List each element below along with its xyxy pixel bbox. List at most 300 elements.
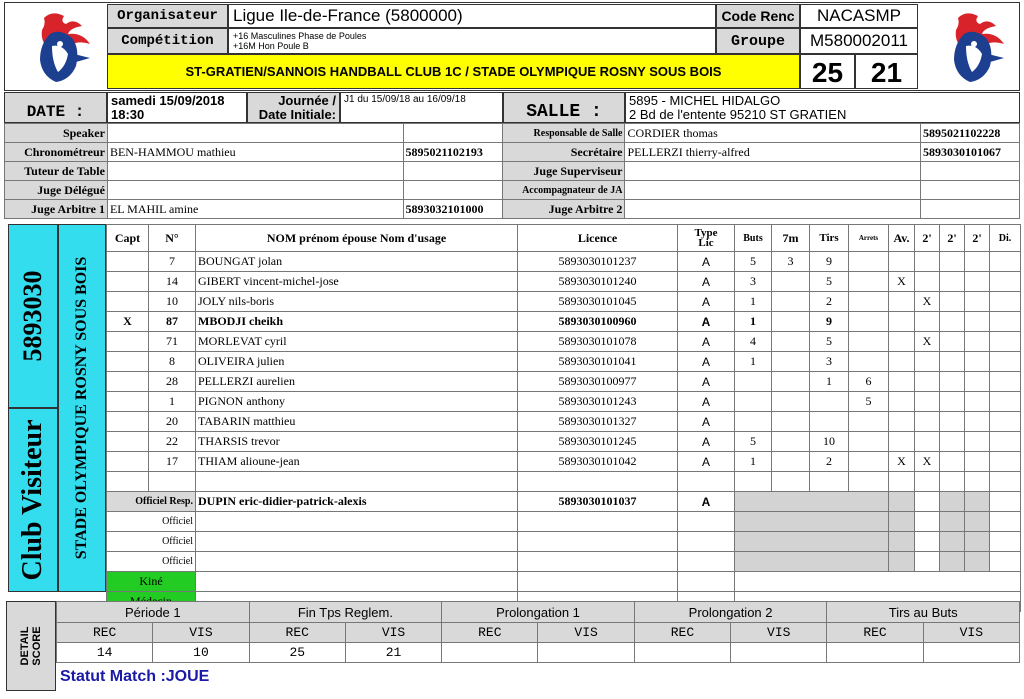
club-code: 5893030 <box>18 270 47 362</box>
organisateur-value: Ligue Ile-de-France (5800000) <box>228 4 716 28</box>
chrono-label: Chronométreur <box>5 143 108 162</box>
officiel-resp-name: DUPIN eric-didier-patrick-alexis <box>196 492 518 512</box>
competition-line2: +16M Hon Poule B <box>233 41 309 51</box>
score-period-row <box>57 602 1020 623</box>
col-capt: Capt <box>107 225 149 252</box>
7m-cell <box>772 332 810 352</box>
buts-cell <box>735 392 772 412</box>
capt-cell <box>107 332 149 352</box>
salle-label: SALLE : <box>503 92 625 123</box>
competition-line1: +16 Masculines Phase de Poules <box>233 31 367 41</box>
juge-superviseur-label: Juge Superviseur <box>503 162 625 181</box>
7m-cell <box>772 292 810 312</box>
buts-cell: 4 <box>735 332 772 352</box>
2min-c-cell <box>965 392 990 412</box>
2min-c-cell <box>965 312 990 332</box>
arrets-cell <box>849 252 889 272</box>
licence-cell: 5893030100960 <box>518 312 678 332</box>
officials-row <box>5 143 1020 162</box>
2min-a-cell <box>915 392 940 412</box>
licence-cell: 5893030101240 <box>518 272 678 292</box>
col-type <box>678 225 735 252</box>
di-cell <box>990 312 1021 332</box>
capt-cell <box>107 392 149 412</box>
di-cell <box>990 412 1021 432</box>
2min-a-cell <box>915 312 940 332</box>
player-row <box>107 292 1021 312</box>
officiel-resp-lic: 5893030101037 <box>518 492 678 512</box>
player-row <box>107 472 1021 492</box>
tirs-cell <box>810 412 849 432</box>
number-cell: 1 <box>149 392 196 412</box>
tirs-cell: 1 <box>810 372 849 392</box>
score-period-label: Prolongation 2 <box>634 602 827 623</box>
score-value <box>731 643 827 663</box>
juge1-lic: 5893032101000 <box>403 200 503 219</box>
name-cell: GIBERT vincent-michel-jose <box>196 272 518 292</box>
buts-cell <box>735 472 772 492</box>
arrets-cell <box>849 432 889 452</box>
number-cell: 71 <box>149 332 196 352</box>
capt-cell <box>107 452 149 472</box>
number-cell: 87 <box>149 312 196 332</box>
buts-cell: 1 <box>735 452 772 472</box>
juge-delegue-label: Juge Délégué <box>5 181 108 200</box>
resp-salle-lic: 5895021102228 <box>921 124 1020 143</box>
club-code-box <box>8 224 58 408</box>
2min-b-cell <box>940 432 965 452</box>
score-side-vis: VIS <box>923 623 1019 643</box>
2min-a-cell <box>915 272 940 292</box>
juge2-label: Juge Arbitre 2 <box>503 200 625 219</box>
officiel-label: Officiel <box>107 552 196 572</box>
journee-label <box>247 92 340 123</box>
di-cell <box>990 292 1021 312</box>
av-cell <box>889 472 915 492</box>
staff-row <box>107 572 1021 592</box>
tirs-cell: 9 <box>810 312 849 332</box>
licence-cell: 5893030101045 <box>518 292 678 312</box>
capt-cell <box>107 472 149 492</box>
col-type-line2: Lic <box>698 237 714 249</box>
club-label: Club Visiteur <box>17 419 48 581</box>
tuteur-label: Tuteur de Table <box>5 162 108 181</box>
capt-cell <box>107 252 149 272</box>
score-away: 21 <box>855 54 918 89</box>
match-title: ST-GRATIEN/SANNOIS HANDBALL CLUB 1C / STADE OLYMPIQUE ROSNY SOUS BOIS <box>107 54 800 89</box>
players-header-row <box>107 225 1021 252</box>
score-side-vis: VIS <box>153 623 249 643</box>
buts-cell: 5 <box>735 432 772 452</box>
officiel-label: Officiel <box>107 532 196 552</box>
number-cell: 17 <box>149 452 196 472</box>
score-side-row <box>57 623 1020 643</box>
medecin-label: Médecin <box>107 592 196 612</box>
2min-c-cell <box>965 412 990 432</box>
staff-row <box>107 512 1021 532</box>
type-cell: A <box>678 432 735 452</box>
staff-body <box>107 492 1021 612</box>
score-value: 21 <box>345 643 441 663</box>
player-row <box>107 312 1021 332</box>
2min-c-cell <box>965 372 990 392</box>
buts-cell: 1 <box>735 292 772 312</box>
salle-value <box>625 92 1020 123</box>
detail-score-label-box <box>6 601 56 691</box>
type-cell <box>678 472 735 492</box>
2min-b-cell <box>940 392 965 412</box>
officiel-resp-type: A <box>678 492 735 512</box>
date-value <box>107 92 247 123</box>
col-tirs: Tirs <box>810 225 849 252</box>
arrets-cell <box>849 332 889 352</box>
type-cell: A <box>678 252 735 272</box>
2min-b-cell <box>940 292 965 312</box>
speaker-label: Speaker <box>5 124 108 143</box>
col-num: N° <box>149 225 196 252</box>
2min-a-cell: X <box>915 452 940 472</box>
7m-cell <box>772 452 810 472</box>
capt-cell <box>107 352 149 372</box>
score-value <box>442 643 538 663</box>
officials-table <box>4 123 1020 219</box>
name-cell: PIGNON anthony <box>196 392 518 412</box>
name-cell: PELLERZI aurelien <box>196 372 518 392</box>
score-period-label: Période 1 <box>57 602 250 623</box>
score-value: 25 <box>249 643 345 663</box>
2min-a-cell: X <box>915 332 940 352</box>
arrets-cell <box>849 312 889 332</box>
av-cell: X <box>889 272 915 292</box>
di-cell <box>990 352 1021 372</box>
score-side-rec: REC <box>249 623 345 643</box>
competition-value <box>228 28 716 54</box>
journee-value: J1 du 15/09/18 au 16/09/18 <box>340 92 503 123</box>
name-cell: THARSIS trevor <box>196 432 518 452</box>
col-licence: Licence <box>518 225 678 252</box>
7m-cell: 3 <box>772 252 810 272</box>
2min-b-cell <box>940 412 965 432</box>
detail-score-label <box>19 626 43 665</box>
officials-row <box>5 124 1020 143</box>
di-cell <box>990 332 1021 352</box>
juge1-label: Juge Arbitre 1 <box>5 200 108 219</box>
score-side-vis: VIS <box>538 623 634 643</box>
secretaire-name: PELLERZI thierry-alfred <box>625 143 921 162</box>
licence-cell: 5893030101078 <box>518 332 678 352</box>
score-value: 10 <box>153 643 249 663</box>
7m-cell <box>772 352 810 372</box>
officials-row <box>5 200 1020 219</box>
col-nom: NOM prénom épouse Nom d'usage <box>196 225 518 252</box>
name-cell: MORLEVAT cyril <box>196 332 518 352</box>
type-cell: A <box>678 412 735 432</box>
av-cell <box>889 252 915 272</box>
av-cell <box>889 432 915 452</box>
journee-label-line2: Date Initiale: <box>258 107 336 122</box>
type-cell: A <box>678 332 735 352</box>
score-value: 14 <box>57 643 153 663</box>
av-cell <box>889 412 915 432</box>
tirs-cell: 10 <box>810 432 849 452</box>
number-cell: 14 <box>149 272 196 292</box>
col-type-line1: Type <box>694 227 718 239</box>
score-period-label: Fin Tps Reglem. <box>249 602 442 623</box>
arrets-cell: 5 <box>849 392 889 412</box>
2min-b-cell <box>940 352 965 372</box>
detail-score-line1: DETAIL <box>19 626 31 666</box>
2min-a-cell: X <box>915 292 940 312</box>
licence-cell: 5893030101243 <box>518 392 678 412</box>
score-value <box>538 643 634 663</box>
name-cell: MBODJI cheikh <box>196 312 518 332</box>
arrets-cell: 6 <box>849 372 889 392</box>
7m-cell <box>772 392 810 412</box>
club-name: STADE OLYMPIQUE ROSNY SOUS BOIS <box>73 256 90 560</box>
col-buts: Buts <box>735 225 772 252</box>
col-arrets: Arrets <box>849 225 889 252</box>
di-cell <box>990 272 1021 292</box>
salle-line1: 5895 - MICHEL HIDALGO <box>629 93 781 108</box>
2min-b-cell <box>940 332 965 352</box>
score-period-label: Tirs au Buts <box>827 602 1020 623</box>
di-cell <box>990 432 1021 452</box>
player-row <box>107 332 1021 352</box>
officials-row <box>5 162 1020 181</box>
type-cell: A <box>678 352 735 372</box>
2min-a-cell <box>915 412 940 432</box>
tirs-cell: 5 <box>810 332 849 352</box>
2min-b-cell <box>940 252 965 272</box>
speaker-name <box>107 124 403 143</box>
number-cell: 8 <box>149 352 196 372</box>
score-side-vis: VIS <box>731 623 827 643</box>
staff-row <box>107 532 1021 552</box>
2min-c-cell <box>965 252 990 272</box>
score-period-label: Prolongation 1 <box>442 602 635 623</box>
2min-c-cell <box>965 352 990 372</box>
licence-cell: 5893030101042 <box>518 452 678 472</box>
2min-c-cell <box>965 432 990 452</box>
licence-cell: 5893030101237 <box>518 252 678 272</box>
score-table <box>56 601 1020 663</box>
2min-b-cell <box>940 452 965 472</box>
tirs-cell <box>810 472 849 492</box>
7m-cell <box>772 432 810 452</box>
player-row <box>107 432 1021 452</box>
di-cell <box>990 472 1021 492</box>
av-cell <box>889 372 915 392</box>
2min-a-cell <box>915 352 940 372</box>
licence-cell: 5893030101327 <box>518 412 678 432</box>
7m-cell <box>772 472 810 492</box>
7m-cell <box>772 372 810 392</box>
detail-score-line2: SCORE <box>31 626 43 666</box>
groupe-value: M580002011 <box>800 28 918 54</box>
2min-a-cell <box>915 252 940 272</box>
capt-cell <box>107 292 149 312</box>
name-cell: TABARIN matthieu <box>196 412 518 432</box>
score-side-vis: VIS <box>345 623 441 643</box>
di-cell <box>990 252 1021 272</box>
capt-cell <box>107 412 149 432</box>
2min-b-cell <box>940 272 965 292</box>
officiel-label: Officiel <box>107 512 196 532</box>
kine-label: Kiné <box>107 572 196 592</box>
av-cell: X <box>889 452 915 472</box>
av-cell <box>889 332 915 352</box>
number-cell: 7 <box>149 252 196 272</box>
buts-cell <box>735 412 772 432</box>
match-status: Statut Match :JOUE <box>60 668 210 685</box>
col-av: Av. <box>889 225 915 252</box>
club-label-box <box>8 408 58 592</box>
player-row <box>107 352 1021 372</box>
av-cell <box>889 392 915 412</box>
capt-cell <box>107 272 149 292</box>
date-line1: samedi 15/09/2018 <box>111 93 225 108</box>
score-value <box>827 643 923 663</box>
av-cell <box>889 292 915 312</box>
capt-cell: X <box>107 312 149 332</box>
name-cell: JOLY nils-boris <box>196 292 518 312</box>
name-cell: THIAM alioune-jean <box>196 452 518 472</box>
col-2min-c: 2' <box>965 225 990 252</box>
ffhb-logo-left-icon <box>30 10 106 86</box>
capt-cell <box>107 432 149 452</box>
number-cell: 22 <box>149 432 196 452</box>
accompagnateur-label: Accompagnateur de JA <box>503 181 625 200</box>
col-2min-a: 2' <box>915 225 940 252</box>
score-value <box>634 643 730 663</box>
col-2min-b: 2' <box>940 225 965 252</box>
name-cell: BOUNGAT jolan <box>196 252 518 272</box>
juge1-name: EL MAHIL amine <box>107 200 403 219</box>
type-cell: A <box>678 272 735 292</box>
score-home: 25 <box>800 54 855 89</box>
resp-salle-name: CORDIER thomas <box>625 124 921 143</box>
di-cell <box>990 392 1021 412</box>
arrets-cell <box>849 272 889 292</box>
2min-b-cell <box>940 472 965 492</box>
journee-label-line1: Journée / <box>278 93 336 108</box>
player-row <box>107 252 1021 272</box>
di-cell <box>990 372 1021 392</box>
arrets-cell <box>849 472 889 492</box>
staff-row <box>107 552 1021 572</box>
arrets-cell <box>849 412 889 432</box>
licence-cell <box>518 472 678 492</box>
player-row <box>107 372 1021 392</box>
2min-c-cell <box>965 452 990 472</box>
secretaire-lic: 5893030101067 <box>921 143 1020 162</box>
number-cell <box>149 472 196 492</box>
groupe-label: Groupe <box>716 28 800 54</box>
tirs-cell: 2 <box>810 292 849 312</box>
tirs-cell: 3 <box>810 352 849 372</box>
players-table <box>106 224 1021 612</box>
capt-cell <box>107 372 149 392</box>
player-row <box>107 272 1021 292</box>
secretaire-label: Secrétaire <box>503 143 625 162</box>
number-cell: 20 <box>149 412 196 432</box>
code-renc-label: Code Renc <box>716 4 800 28</box>
officials-row <box>5 181 1020 200</box>
tirs-cell: 5 <box>810 272 849 292</box>
chrono-name: BEN-HAMMOU mathieu <box>107 143 403 162</box>
arrets-cell <box>849 352 889 372</box>
club-name-box <box>58 224 106 592</box>
2min-c-cell <box>965 292 990 312</box>
player-row <box>107 392 1021 412</box>
buts-cell: 5 <box>735 252 772 272</box>
tirs-cell: 2 <box>810 452 849 472</box>
2min-c-cell <box>965 332 990 352</box>
type-cell: A <box>678 372 735 392</box>
ffhb-logo-right-icon <box>944 10 1020 86</box>
competition-label: Compétition <box>107 28 228 54</box>
chrono-lic: 5895021102193 <box>403 143 503 162</box>
col-di: Di. <box>990 225 1021 252</box>
score-value <box>923 643 1019 663</box>
score-side-rec: REC <box>634 623 730 643</box>
number-cell: 28 <box>149 372 196 392</box>
2min-a-cell <box>915 372 940 392</box>
7m-cell <box>772 272 810 292</box>
buts-cell: 3 <box>735 272 772 292</box>
col-7m: 7m <box>772 225 810 252</box>
player-row <box>107 452 1021 472</box>
2min-b-cell <box>940 372 965 392</box>
2min-b-cell <box>940 312 965 332</box>
organisateur-label: Organisateur <box>107 4 228 28</box>
2min-c-cell <box>965 472 990 492</box>
date-label: DATE : <box>4 92 107 123</box>
2min-a-cell <box>915 472 940 492</box>
type-cell: A <box>678 392 735 412</box>
7m-cell <box>772 412 810 432</box>
7m-cell <box>772 312 810 332</box>
licence-cell: 5893030101041 <box>518 352 678 372</box>
number-cell: 10 <box>149 292 196 312</box>
type-cell: A <box>678 312 735 332</box>
2min-a-cell <box>915 432 940 452</box>
tirs-cell: 9 <box>810 252 849 272</box>
date-line2: 18:30 <box>111 107 145 122</box>
score-side-rec: REC <box>827 623 923 643</box>
2min-c-cell <box>965 272 990 292</box>
score-side-rec: REC <box>57 623 153 643</box>
name-cell <box>196 472 518 492</box>
type-cell: A <box>678 292 735 312</box>
player-row <box>107 412 1021 432</box>
av-cell <box>889 352 915 372</box>
arrets-cell <box>849 452 889 472</box>
av-cell <box>889 312 915 332</box>
officiel-resp-label: Officiel Resp. <box>107 492 196 512</box>
name-cell: OLIVEIRA julien <box>196 352 518 372</box>
salle-line2: 2 Bd de l'entente 95210 ST GRATIEN <box>629 107 847 122</box>
score-side-rec: REC <box>442 623 538 643</box>
type-cell: A <box>678 452 735 472</box>
buts-cell <box>735 372 772 392</box>
staff-row <box>107 492 1021 512</box>
tirs-cell <box>810 392 849 412</box>
buts-cell: 1 <box>735 312 772 332</box>
code-renc-value: NACASMP <box>800 4 918 28</box>
resp-salle-label: Responsable de Salle <box>503 124 625 143</box>
players-body <box>107 252 1021 492</box>
